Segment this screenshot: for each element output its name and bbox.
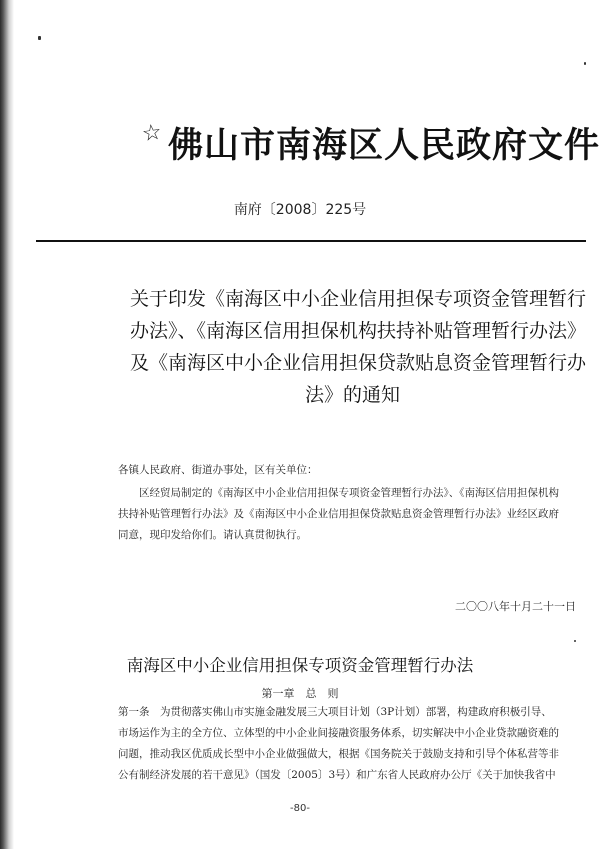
scan-speck bbox=[38, 36, 41, 40]
star-mark-icon: ☆ bbox=[140, 119, 164, 148]
page-number: -80- bbox=[290, 803, 310, 814]
article-line: 第一条 为贯彻落实佛山市实施金融发展三大项目计划（3P计划）部署，构建政府积极引导、 bbox=[118, 706, 552, 718]
paragraph-line: 区经贸局制定的《南海区中小企业信用担保专项资金管理暂行办法》、《南海区信用担保机构 bbox=[139, 487, 559, 499]
body-paragraph bbox=[118, 483, 588, 546]
notice-title-line: 法》的通知 bbox=[305, 384, 401, 406]
document-number: 南府〔2008〕225号 bbox=[233, 202, 367, 218]
notice-title-line: 办法》、《南海区信用担保机构扶持补贴管理暂行办法》 bbox=[130, 320, 587, 342]
notice-title-line: 及《南海区中小企业信用担保贷款贴息资金管理暂行办 bbox=[130, 352, 587, 374]
salutation: 各镇人民政府、街道办事处，区有关单位： bbox=[118, 464, 318, 476]
issue-date: 二〇〇八年十月二十一日 bbox=[455, 600, 576, 613]
header-divider bbox=[36, 240, 586, 242]
scan-speck bbox=[584, 62, 586, 65]
chapter-heading: 第一章 总 则 bbox=[261, 687, 339, 700]
article-line: 公有制经济发展的若干意见》（国发〔2005〕3号）和广东省人民政府办公厅《关于加快我省中 bbox=[118, 769, 556, 781]
measures-title: 南海区中小企业信用担保专项资金管理暂行办法 bbox=[126, 656, 474, 675]
paragraph-line: 同意，现印发给你们。请认真贯彻执行。 bbox=[118, 529, 307, 541]
article-line: 市场运作为主的全方位、立体型的中小企业间接融资服务体系，切实解决中小企业贷款融资难的 bbox=[118, 727, 559, 739]
notice-title-line: 关于印发《南海区中小企业信用担保专项资金管理暂行 bbox=[130, 288, 587, 310]
paragraph-line: 扶持补贴管理暂行办法》及《南海区中小企业信用担保贷款贴息资金管理暂行办法》业经区政府 bbox=[118, 508, 559, 520]
article-line: 问题，推动我区优质成长型中小企业做强做大，根据《国务院关于鼓励支持和引导个体私营等非 bbox=[118, 748, 559, 760]
document-title: 佛山市南海区人民政府文件 bbox=[168, 125, 600, 166]
scan-speck bbox=[574, 640, 576, 642]
article-one bbox=[118, 702, 588, 786]
scan-shadow-edge bbox=[0, 0, 14, 849]
notice-title bbox=[130, 283, 587, 411]
